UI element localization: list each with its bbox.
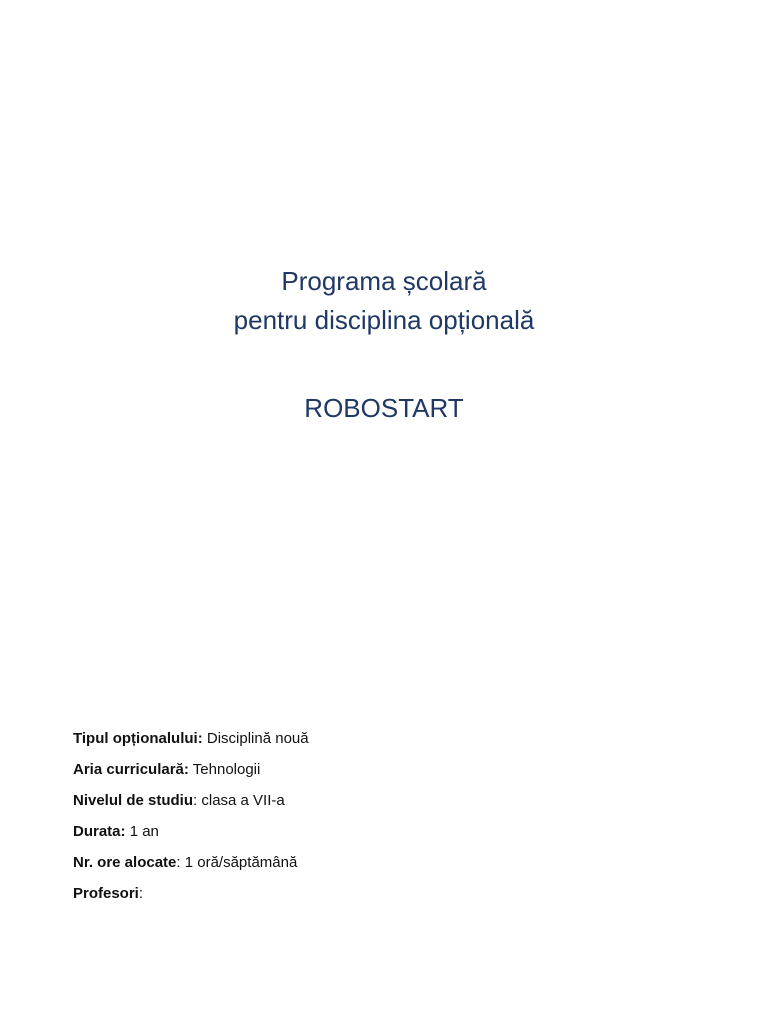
detail-hours	[73, 853, 693, 884]
title-line-1: Programa școlară	[281, 266, 487, 296]
detail-teachers-label: Profesori	[73, 885, 139, 902]
detail-type-value: Disciplină nouă	[206, 730, 309, 747]
course-details	[73, 729, 693, 915]
detail-level-label: Nivelul de studiu	[73, 792, 194, 809]
detail-hours-value: 1 oră/săptămână	[184, 854, 298, 871]
detail-duration-label: Durata:	[73, 823, 126, 840]
detail-hours-label: Nr. ore alocate	[73, 854, 177, 871]
detail-teachers-separator: :	[138, 885, 144, 902]
detail-area-value: Tehnologii	[192, 761, 261, 778]
course-name: ROBOSTART	[304, 393, 464, 423]
detail-duration-value: 1 an	[129, 823, 159, 840]
detail-duration	[73, 822, 693, 853]
detail-teachers	[73, 884, 693, 915]
title-line-2: pentru disciplina opțională	[233, 305, 535, 335]
detail-level	[73, 791, 693, 822]
detail-level-separator: :	[193, 792, 202, 809]
detail-type-label: Tipul opționalului:	[73, 730, 203, 747]
detail-area-label: Aria curriculară:	[73, 761, 189, 778]
detail-hours-separator: :	[176, 854, 185, 871]
detail-level-value: clasa a VII-a	[201, 792, 285, 809]
detail-area	[73, 760, 693, 791]
detail-type	[73, 729, 693, 760]
